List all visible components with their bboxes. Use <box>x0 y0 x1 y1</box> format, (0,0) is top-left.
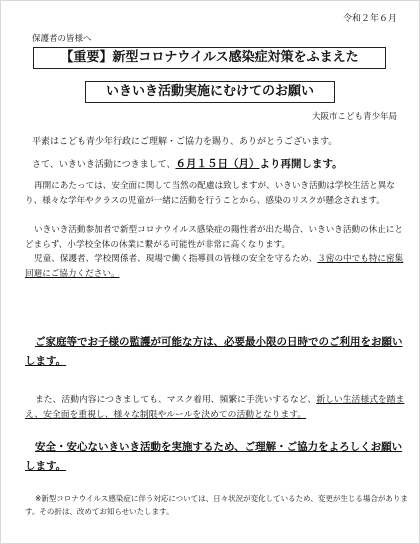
title-line-2: いきいき活動実施にむけてのお願い <box>85 81 335 103</box>
resume-date: ６月１５日（月） <box>175 158 260 170</box>
closure-paragraph <box>25 223 410 253</box>
greeting-paragraph: 平素はこども青少年行政にご理解・ご協力を賜り、ありがとうございます。 <box>32 137 338 147</box>
resume-suffix: より再開します。 <box>259 158 343 170</box>
issue-date: 令和２年６月 <box>342 14 397 24</box>
cooperation-underlined: ３密の中でも特に密集回避にご協力ください。 <box>25 254 404 279</box>
title-line-1: 【重要】新型コロナウイルス感染症対策をふまえた <box>33 47 386 69</box>
risk-paragraph <box>25 179 410 209</box>
cooperation-paragraph <box>25 252 410 282</box>
activity-rules-paragraph <box>25 393 410 423</box>
addressee: 保護者の皆様へ <box>32 34 92 44</box>
resume-paragraph <box>32 156 343 171</box>
activity-rules-prefix: また、活動内容につきましても、マスク着用、頻繁に手洗いするなど、 <box>35 395 317 405</box>
issuing-organization: 大阪市こども青少年局 <box>311 112 397 122</box>
cooperation-prefix: 児童、保護者、学校関係者、現場で働く指導員の皆様の安全を守るため、 <box>34 254 318 264</box>
activity-rules-underlined: 新しい生活様式を踏まえ、安全面を重視し、様々な制限やルールを決めての活動となります。 <box>25 395 405 420</box>
closure-text: いきいき活動参加者で新型コロナウイルス感染症の陽性者が出た場合、いきいき活動の休止にとどまらず、小学校全体の休業に繋がる可能性が非常に高くなります。 <box>25 225 404 250</box>
usage-request: ご家庭等でお子様の監護が可能な方は、必要最小限の日時でのご利用をお願いします。 <box>25 336 403 367</box>
closing-request: 安全・安心ないきいき活動を実施するため、ご理解・ご協力をよろしくお願いします。 <box>25 441 403 472</box>
footnote: ※新型コロナウイルス感染症に伴う対応については、日々状況が変化しているため、変更が生じる場合があります。その折は、改めてお知らせいたします。 <box>25 494 408 516</box>
risk-text: 再開にあたっては、安全面に関して当然の配慮は致しますが、いきいき活動は学校生活と異なり、様々な学年やクラスの児童が一緒に活動を行うことから、感染のリスクが懸念されます。 <box>25 181 395 206</box>
resume-prefix: さて、いきいき活動につきまして、 <box>32 160 176 170</box>
